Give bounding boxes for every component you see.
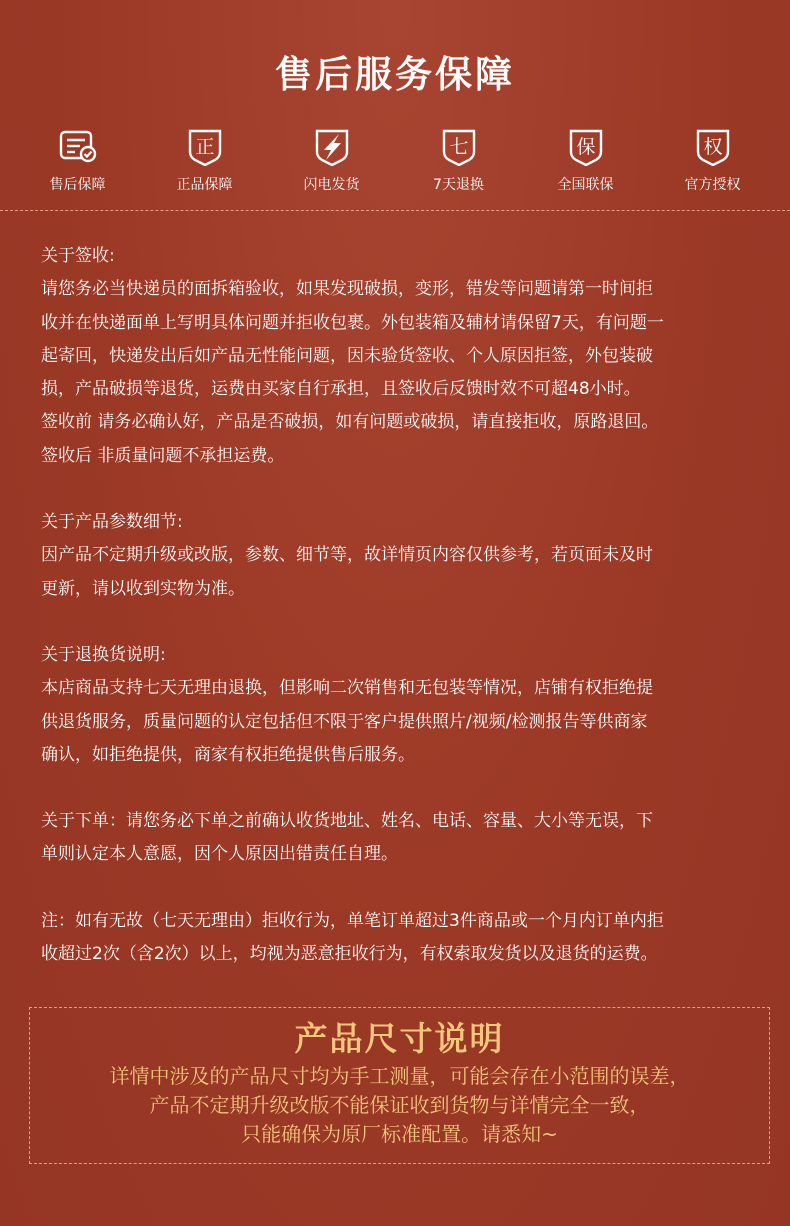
- section-line: 签收后 非质量问题不承担运费。: [41, 445, 285, 466]
- section-line: 单则认定本人意愿，因个人原因出错责任自理。: [41, 844, 398, 865]
- seven-shield-icon: [439, 126, 479, 166]
- dashed-divider: [0, 210, 790, 211]
- document-check-icon: [58, 126, 98, 166]
- service-label: 全国联保: [557, 177, 614, 193]
- size-note-line: 详情中涉及的产品尺寸均为手工测量，可能会存在小范围的误差，: [109, 1064, 690, 1088]
- section-heading: 关于签收:: [41, 246, 115, 266]
- section-product-params: [41, 506, 753, 606]
- size-note-title: 产品尺寸说明: [294, 1019, 505, 1058]
- section-line: 因产品不定期升级或改版，参数、细节等，故详情页内容仅供参考，若页面未及时: [41, 545, 653, 566]
- lightning-shield-icon: [312, 126, 352, 166]
- service-icons-row: [14, 126, 776, 194]
- section-line: 更新，请以收到实物为准。: [41, 578, 245, 599]
- service-label: 闪电发货: [303, 177, 360, 193]
- genuine-glyph: 正: [194, 136, 215, 158]
- service-item-official-authorization: [649, 126, 776, 194]
- size-note-box: [29, 1007, 770, 1164]
- section-line: 确认，如拒绝提供，商家有权拒绝提供售后服务。: [41, 744, 415, 765]
- service-label: 官方授权: [684, 177, 741, 193]
- seven-glyph: 七: [448, 136, 469, 158]
- section-line: 注：如有无故（七天无理由）拒收行为，单笔订单超过3件商品或一个月内订单内拒: [41, 910, 664, 931]
- section-line: 损，产品破损等退货，运费由买家自行承担，且签收后反馈时效不可超48小时。: [41, 379, 641, 400]
- authorized-glyph: 权: [702, 136, 723, 158]
- section-line: 本店商品支持七天无理由退换，但影响二次销售和无包装等情况，店铺有权拒绝提: [41, 678, 653, 699]
- service-item-seven-day-return: [395, 126, 522, 194]
- policy-content: [41, 240, 753, 1004]
- section-heading: 关于产品参数细节:: [41, 512, 183, 533]
- section-ordering: [41, 805, 753, 872]
- genuine-shield-icon: [185, 126, 225, 166]
- service-label: 售后保障: [49, 177, 106, 193]
- service-item-after-sales: [14, 126, 141, 194]
- section-heading: 关于退换货说明:: [41, 644, 166, 665]
- service-item-fast-shipping: [268, 126, 395, 194]
- section-line: 收并在快递面单上写明具体问题并拒收包裹。外包装箱及辅材请保留7天，有问题一: [41, 312, 664, 333]
- service-label: 7天退换: [433, 177, 484, 193]
- warranty-glyph: 保: [575, 136, 596, 158]
- section-line: 起寄回，快递发出后如产品无性能问题，因未验货签收、个人原因拒签，外包装破: [41, 345, 653, 366]
- section-line: 请您务必当快递员的面拆箱验收，如果发现破损，变形，错发等问题请第一时间拒: [41, 279, 653, 300]
- size-note-line: 只能确保为原厂标准配置。请悉知~: [241, 1122, 558, 1146]
- service-item-nationwide-warranty: [522, 126, 649, 194]
- service-label: 正品保障: [176, 177, 233, 193]
- section-returns: [41, 639, 753, 772]
- section-line: 供退货服务，质量问题的认定包括但不限于客户提供照片/视频/检测报告等供商家: [41, 711, 648, 732]
- warranty-shield-icon: [566, 126, 606, 166]
- section-line: 签收前 请务必确认好，产品是否破损，如有问题或破损，请直接拒收，原路退回。: [41, 412, 659, 433]
- service-item-genuine: [141, 126, 268, 194]
- section-line: 收超过2次（含2次）以上，均视为恶意拒收行为，有权索取发货以及退货的运费。: [41, 944, 658, 965]
- section-note: [41, 905, 753, 972]
- section-signing: [41, 240, 753, 473]
- authorized-shield-icon: [693, 126, 733, 166]
- section-line: 关于下单：请您务必下单之前确认收货地址、姓名、电话、容量、大小等无误，下: [41, 811, 653, 832]
- size-note-line: 产品不定期升级改版不能保证收到货物与详情完全一致，: [149, 1093, 650, 1117]
- page-title: 售后服务保障: [275, 53, 515, 96]
